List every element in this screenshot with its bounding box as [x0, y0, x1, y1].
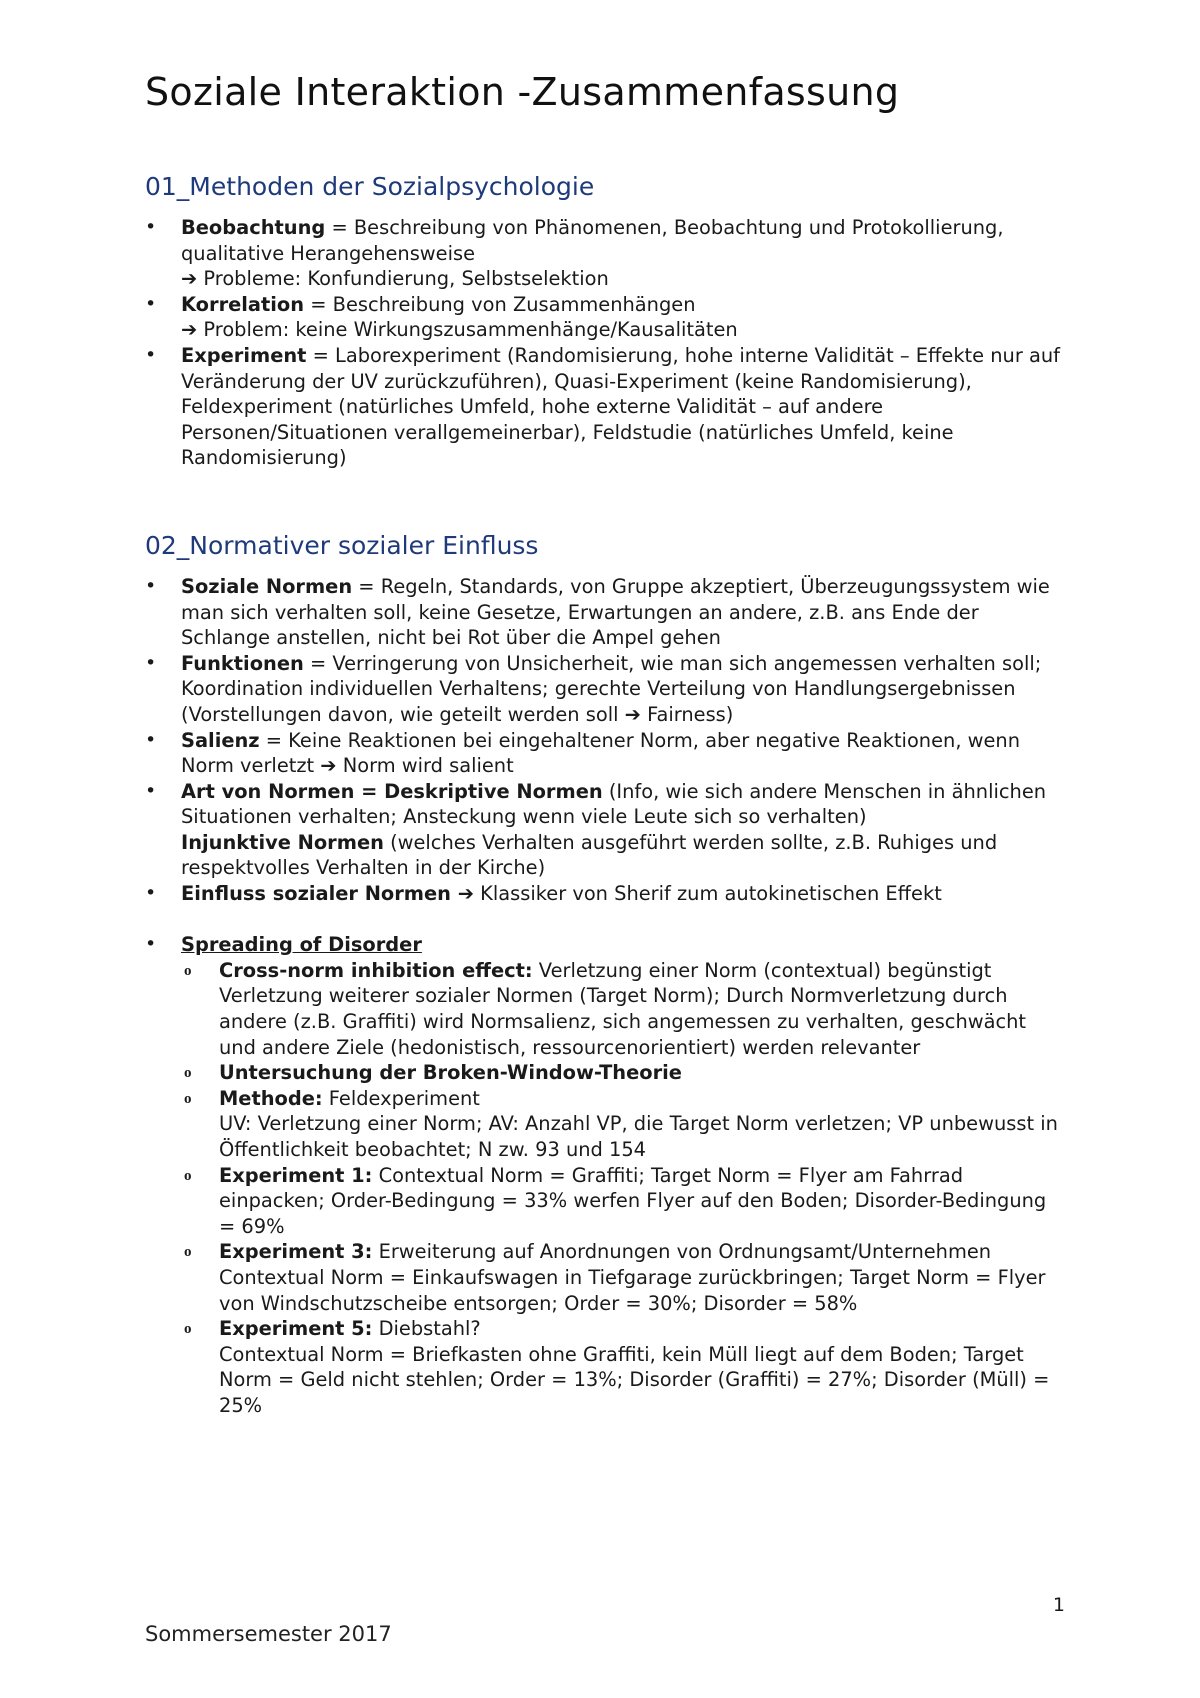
section-heading: 01_Methoden der Sozialpsychologie [145, 172, 595, 201]
list-item [145, 728, 1065, 779]
page-number: 1 [1052, 1594, 1065, 1616]
item-term: Art von Normen [181, 779, 355, 803]
section-normativer-einfluss [145, 531, 1065, 1419]
item-text-after: Fairness) [647, 702, 734, 726]
item-term-injunktiv: Injunktive Normen [181, 830, 384, 854]
sub-list [145, 958, 1065, 1419]
section-heading: 02_Normativer sozialer Einfluss [145, 530, 539, 560]
list-item [145, 881, 1065, 907]
list-item [145, 292, 1065, 343]
sub-item-text: Erweiterung auf Anordnungen von Ordnungsamt/Unternehmen [372, 1240, 992, 1264]
sub-item-term: Experiment 1: [219, 1163, 373, 1187]
sub-item-detail: Contextual Norm = Briefkasten ohne Graffiti, kein Müll liegt auf dem Boden; Target Norm = Geld nicht stehlen; Order = 13%; Disorder (Graffiti) = 27%; Disorder (Müll) = 25% [219, 1342, 1050, 1417]
sub-item-term: Experiment 5: [219, 1317, 373, 1341]
sub-list-item [145, 958, 1065, 1060]
list-item [145, 574, 1065, 651]
item-text-after: Norm wird salient [342, 754, 514, 778]
item-note: Problem: keine Wirkungszusammenhänge/Kausalitäten [203, 318, 738, 342]
sub-list-item [145, 1086, 1065, 1163]
item-note: Probleme: Konfundierung, Selbstselektion [203, 267, 609, 291]
item-text: = Regeln, Standards, von Gruppe akzeptiert, Überzeugungssystem wie man sich verhalten soll, keine Gesetze, Erwartungen an andere, z.B. ans Ende der Schlange anstellen, nicht bei Rot über die Ampel gehen [181, 574, 1050, 650]
list-item [145, 215, 1065, 292]
sub-list-item [145, 1316, 1065, 1418]
sub-item-text: Verletzung einer Norm (contextual) begünstigt Verletzung weiterer sozialer Normen (Target Norm); Durch Normverletzung durch andere (z.B. Graffiti) wird Normsalienz, sich angemessen zu verhalten, geschwächt und andere Ziele (hedonistisch, ressourcenorientiert) werden relevanter [219, 958, 1027, 1059]
sub-item-detail: UV: Verletzung einer Norm; AV: Anzahl VP, die Target Norm verletzen; VP unbewusst in Öffentlichkeit beobachtet; N zw. 93 und 154 [219, 1112, 1058, 1161]
sub-item-text: Contextual Norm = Graffiti; Target Norm = Flyer am Fahrrad einpacken; Order-Bedingung = 33% werfen Flyer auf den Boden; Disorder-Bedingung = 69% [219, 1163, 1047, 1238]
item-text: = Verringerung von Unsicherheit, wie man sich angemessen verhalten soll; Koordination individuellen Verhaltens; gerechte Verteilung von Handlungsergebnissen (Vorstellungen davon, wie geteilt werden soll [181, 651, 1042, 726]
list-item [145, 779, 1065, 881]
sub-item-term: Methode: [219, 1086, 323, 1110]
arrow-icon: ➔ [624, 702, 641, 726]
arrow-icon: ➔ [181, 318, 198, 342]
document-title: Soziale Interaktion -Zusammenfassung [145, 70, 900, 114]
sub-item-term: Untersuchung der Broken-Window-Theorie [219, 1061, 682, 1085]
item-term-deskriptiv: Deskriptive Normen [384, 779, 603, 803]
item-term: Experiment [181, 343, 307, 367]
item-term: Funktionen [181, 651, 304, 675]
spreading-heading: Spreading of Disorder [181, 933, 422, 957]
section-methoden [145, 172, 1065, 471]
item-text-after: Klassiker von Sherif zum autokinetischen Effekt [480, 882, 942, 906]
item-text: = Beschreibung von Phänomenen, Beobachtung und Protokollierung, qualitative Herangehensweise [181, 216, 1004, 265]
sub-item-text: Feldexperiment [322, 1086, 480, 1110]
sub-list-item [145, 1239, 1065, 1316]
item-term: Einfluss sozialer Normen [181, 882, 458, 906]
sub-item-term: Cross-norm inhibition effect: [219, 958, 533, 982]
arrow-icon: ➔ [320, 754, 337, 778]
bullet-list [145, 215, 1065, 471]
bullet-list-spreading [145, 932, 1065, 1418]
sub-item-detail: Contextual Norm = Einkaufswagen in Tiefgarage zurückbringen; Target Norm = Flyer von Windschutzscheibe entsorgen; Order = 30%; Disorder = 58% [219, 1265, 1046, 1315]
item-text: = Keine Reaktionen bei eingehaltener Norm, aber negative Reaktionen, wenn Norm verletzt [181, 728, 1021, 778]
arrow-icon: ➔ [457, 882, 474, 906]
item-term: Beobachtung [181, 216, 326, 239]
item-term: Korrelation [181, 292, 305, 316]
list-item [145, 651, 1065, 728]
item-text: = Beschreibung von Zusammenhängen [304, 292, 696, 316]
item-text: (Info, wie sich andere Menschen in ähnlichen Situationen verhalten; Ansteckung wenn viele Leute sich so verhalten) [181, 779, 1047, 829]
list-item [145, 343, 1065, 471]
item-text: = Laborexperiment (Randomisierung, hohe interne Validität – Effekte nur auf Veränderung der UV zurückzuführen), Quasi-Experiment (keine Randomisierung), Feldexperiment (natürliches Umfeld, hohe externe Validität – auf andere Personen/Situationen verallgemeinerbar), Feldstudie (natürliches Umfeld, keine Randomisierung) [181, 343, 1060, 470]
item-eq: = [354, 779, 385, 803]
item-text-injunktiv: (welches Verhalten ausgeführt werden sollte, z.B. Ruhiges und respektvolles Verhalten in der Kirche) [181, 830, 998, 880]
list-item [145, 932, 1065, 1418]
document-page [145, 70, 1065, 1419]
sub-item-text: Diebstahl? [372, 1317, 481, 1341]
page-footer: Sommersemester 2017 [145, 1622, 392, 1646]
sub-item-term: Experiment 3: [219, 1240, 373, 1264]
sub-list-item [145, 1163, 1065, 1240]
bullet-list [145, 574, 1065, 907]
arrow-icon: ➔ [181, 267, 198, 291]
item-term: Salienz [181, 728, 260, 752]
sub-list-item [145, 1060, 1065, 1086]
item-term: Soziale Normen [181, 574, 353, 598]
